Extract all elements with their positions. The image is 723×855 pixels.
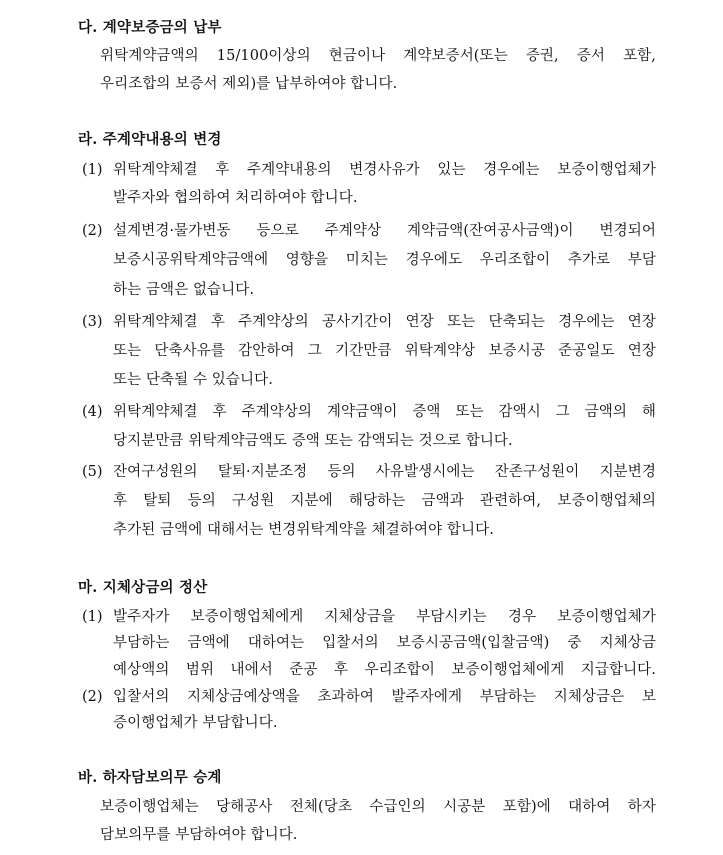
item-number: (3): [82, 314, 103, 330]
item-line: 입찰서의 지체상금예상액을 초과하여 발주자에게 부담하는 지체상금은 보: [113, 689, 656, 705]
item-line: 하는 금액은 없습니다.: [113, 282, 255, 298]
item-line: 증이행업체가 부담합니다.: [113, 715, 278, 731]
section-ba-line-2: 담보의무를 부담하여야 합니다.: [100, 827, 298, 843]
item-line: 발주자가 보증이행업체에게 지체상금을 부담시키는 경우 보증이행업체가: [113, 609, 656, 625]
section-da-line-1: 위탁계약금액의 15/100이상의 현금이나 계약보증서(또는 증권, 증서 포함,: [100, 48, 656, 64]
item-number: (5): [82, 464, 103, 480]
item-line: 발주자와 협의하여 처리하여야 합니다.: [113, 190, 358, 206]
item-line: 보증시공위탁계약금액에 영향을 미치는 경우에도 우리조합이 추가로 부담: [113, 252, 656, 268]
item-line: 설계변경·물가변동 등으로 주계약상 계약금액(잔여공사금액)이 변경되어: [113, 223, 656, 239]
item-line: 위탁계약체결 후 주계약내용의 변경사유가 있는 경우에는 보증이행업체가: [113, 162, 656, 178]
section-ba-line-1: 보증이행업체는 당해공사 전체(당초 수급인의 시공분 포함)에 대하여 하자: [100, 799, 656, 815]
item-line: 부담하는 금액에 대하여는 입찰서의 보증시공금액(입찰금액) 중 지체상금: [113, 635, 656, 651]
section-heading-ba: 바. 하자담보의무 승계: [78, 769, 222, 786]
item-number: (2): [82, 689, 103, 705]
section-heading-da: 다. 계약보증금의 납부: [78, 19, 222, 36]
item-line: 후 탈퇴 등의 구성원 지분에 해당하는 금액과 관련하여, 보증이행업체의: [113, 493, 656, 509]
section-heading-ma: 마. 지체상금의 정산: [78, 579, 208, 596]
section-da-line-2: 우리조합의 보증서 제외)를 납부하여야 합니다.: [100, 76, 398, 92]
item-line: 위탁계약체결 후 주계약상의 공사기간이 연장 또는 단축되는 경우에는 연장: [113, 314, 656, 330]
item-line: 또는 단축사유를 감안하여 그 기간만큼 위탁계약상 보증시공 준공일도 연장: [113, 343, 656, 359]
item-line: 잔여구성원의 탈퇴·지분조정 등의 사유발생시에는 잔존구성원이 지분변경: [113, 464, 656, 480]
item-line: 또는 단축될 수 있습니다.: [113, 372, 273, 388]
item-number: (2): [82, 223, 103, 239]
item-line: 당지분만큼 위탁계약금액도 증액 또는 감액되는 것으로 합니다.: [113, 433, 513, 449]
section-heading-ra: 라. 주계약내용의 변경: [78, 131, 222, 148]
item-number: (1): [82, 609, 103, 625]
item-line: 예상액의 범위 내에서 준공 후 우리조합이 보증이행업체에게 지급합니다.: [113, 662, 656, 678]
item-line: 추가된 금액에 대해서는 변경위탁계약을 체결하여야 합니다.: [113, 522, 494, 538]
item-number: (1): [82, 162, 103, 178]
item-number: (4): [82, 404, 103, 420]
item-line: 위탁계약체결 후 주계약상의 계약금액이 증액 또는 감액시 그 금액의 해: [113, 404, 656, 420]
